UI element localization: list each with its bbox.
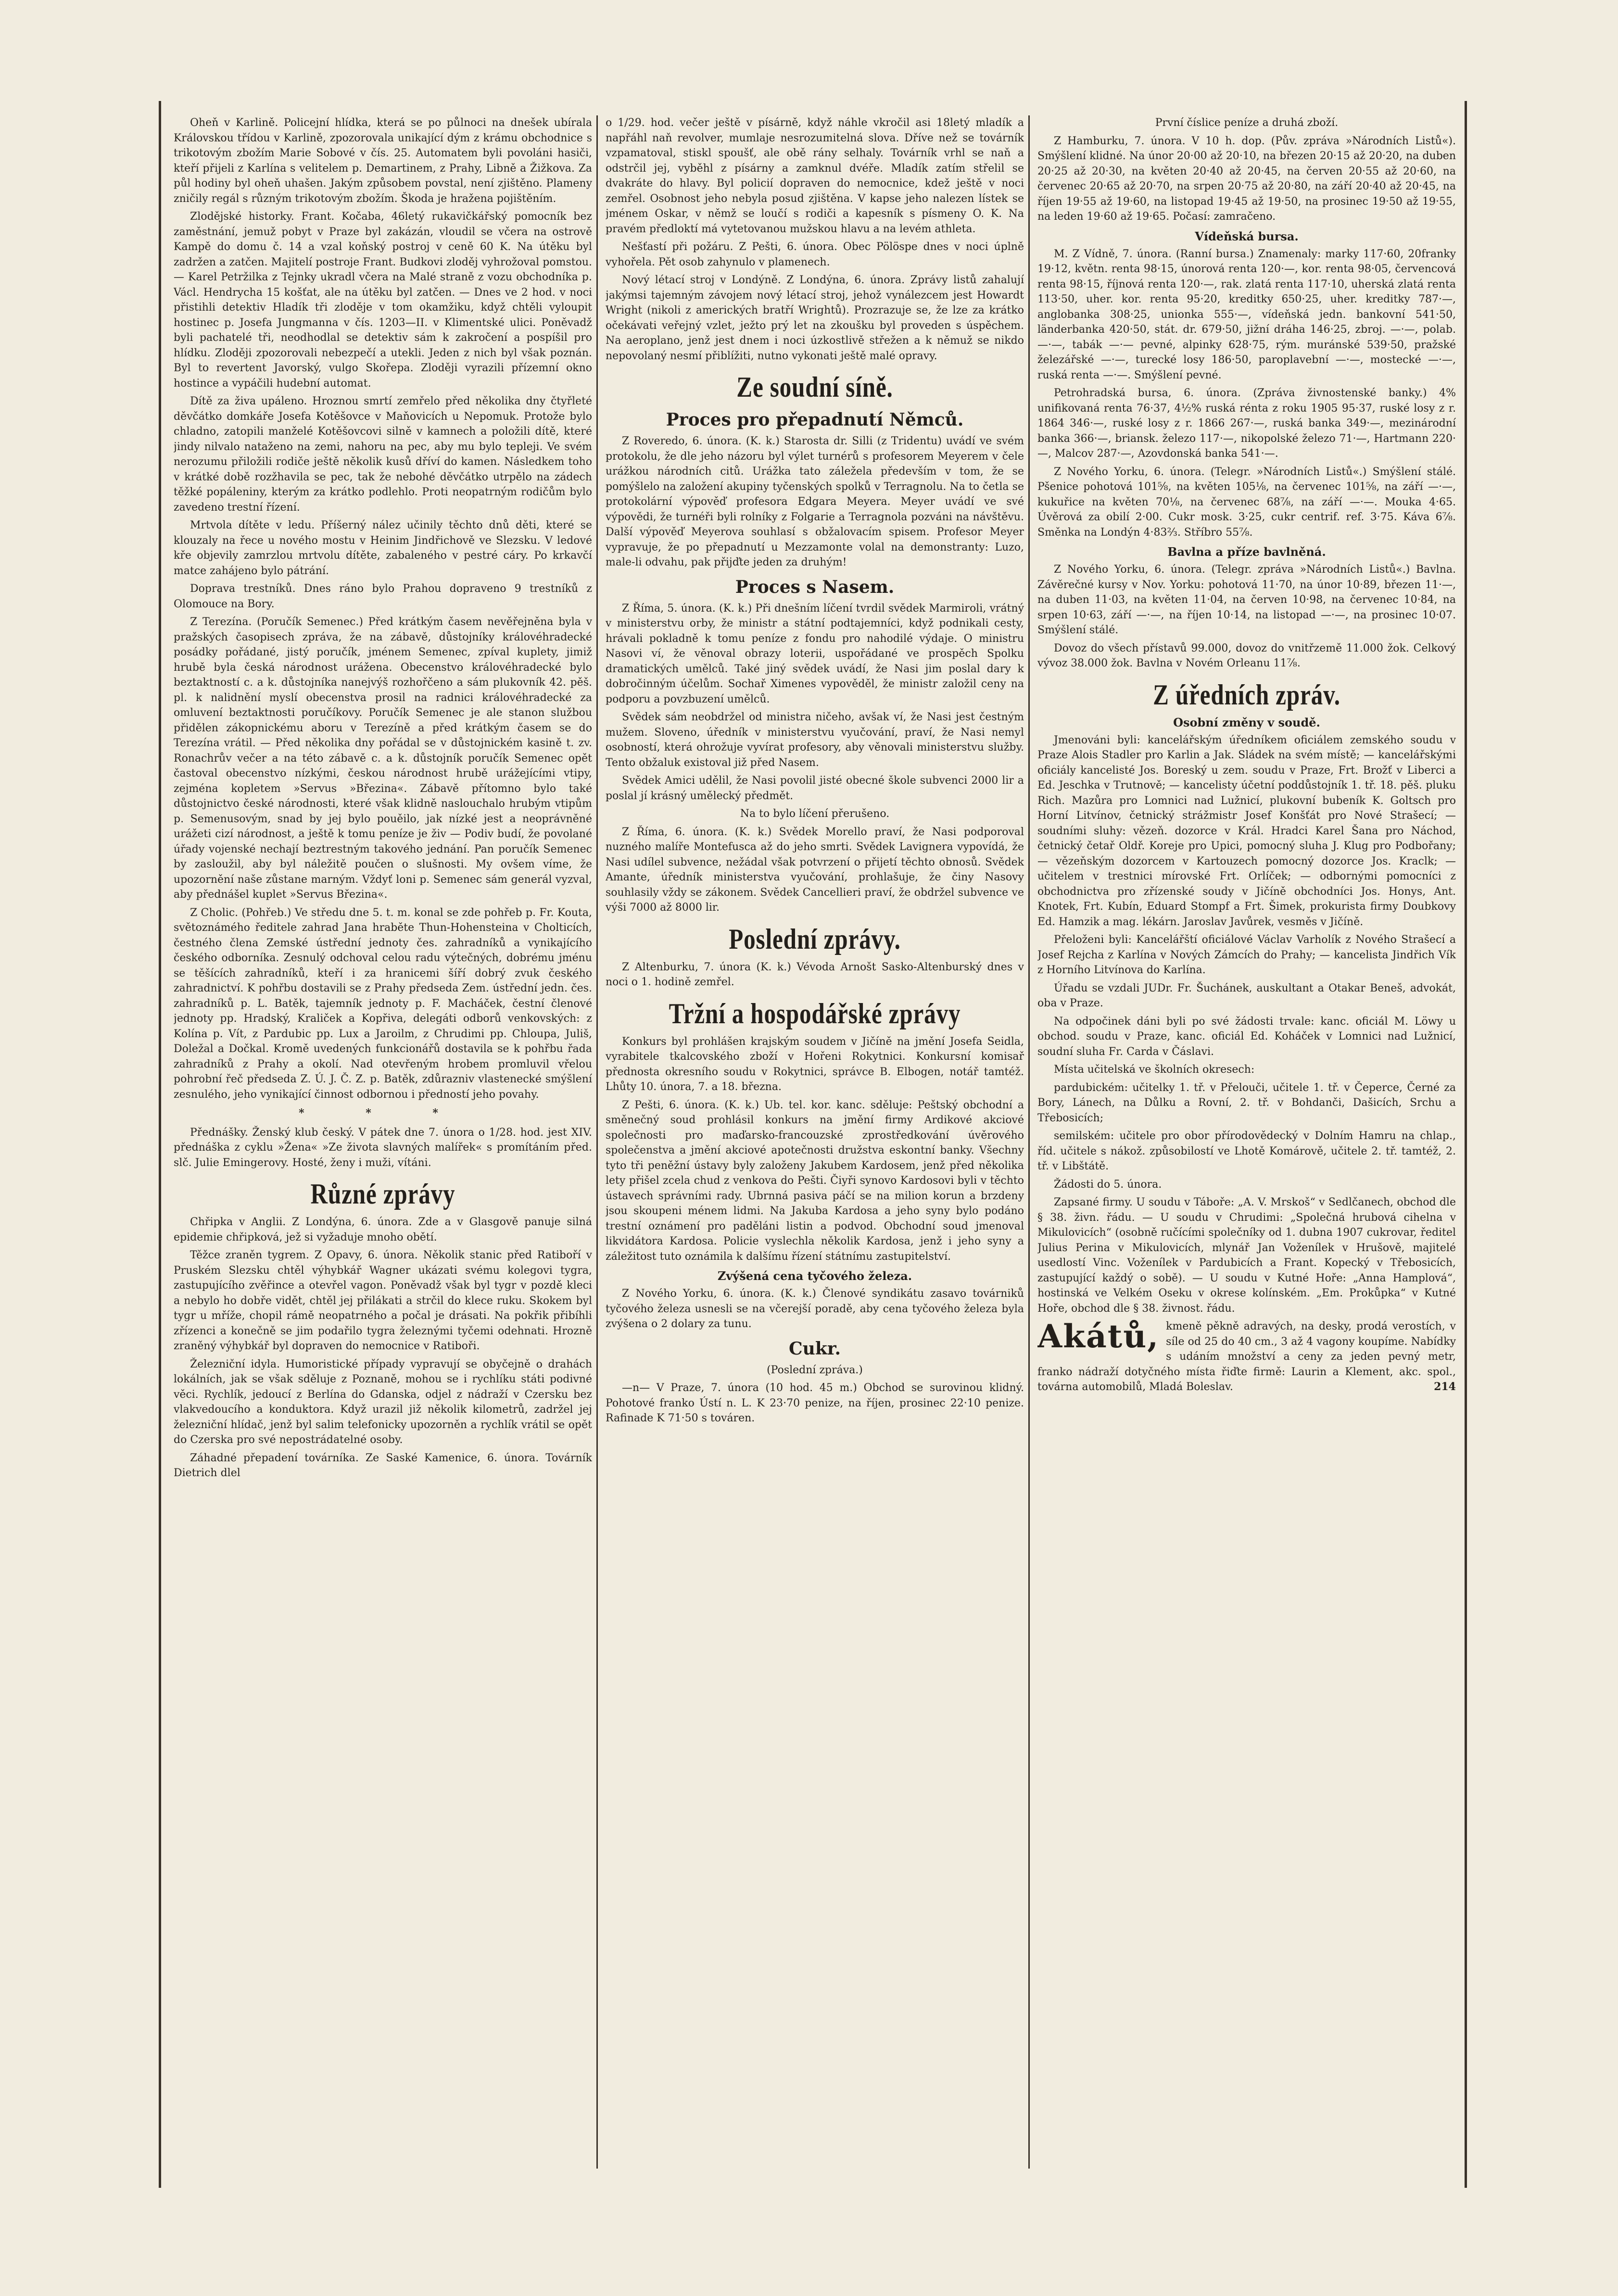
heading-iron-price: Zvýšená cena tyčového železa. (717, 1269, 912, 1283)
article-thieves: Zlodějské historky. Frant. Kočaba, 46letý rukavičkářský pomocník bez zaměstnání, jemuž pobyt v Praze byl zakázán, vloudil se včera na ostrově Kampě do domu č. 14 a vzal koňský postroj v ceně 60 K. Na útěku byl zadržen a zatčen. Majitelí postroje Frant. Budkovi zloděj vyhrožoval pomstou. — Karel Petržilka z Tejnky ukradl včera na Malé straně z vozu obchodníka p. Václ. Hendrycha 15 košťat, ale na útěku byl zatčen. — Dnes ve 2 hod. v noci přistihli detektiv Hladík tři zloděje v tom okamžiku, když chtěli vyloupit hostinec p. Josefa Jungmanna v čís. 1203—II. v Klimentské ulici. Poněvadž byli pachatelé tři, neodhodlal se detektiv sám k zakročení a pospíšil pro hlídku. Zloději zpozorovali nebezpečí a utekli. Jeden z nich byl však poznán. Byl to revertent Javorský, vulgo Skořepa. Zloději vyrazili přízemní okno hostince a vypáčili hudební automat. (174, 211, 592, 389)
article-bankruptcy: Konkurs byl prohlášen krajským soudem v Jičíně na jmění Josefa Seidla, vyrabitele tkalcovského zboží v Hořeni Rokytnici. Konkursní komisař přednosta okresního soudu v Rokytnici, správce B. Elbogen, notář tamtéž. Lhůty 10. února, 7. a 18. března. (606, 1035, 1024, 1093)
article-cotton-import: Dovoz do všech přístavů 99.000, dovoz do vnitřzemě 11.000 žok. Celkový vývoz 38.000 žok. Bavlna v Novém Orleanu 11⅞. (1037, 642, 1456, 669)
article-fire-karlin: Oheň v Karlině. Policejní hlídka, která se po půlnoci na dnešek ubírala Královskou třídou v Karlině, zpozorovala unikající dým z krámu obchodnice s trikotovým zbožím Marie Sobové v čís. 25. Automatem byli povoláni hasiči, kteří přijeli z Karlína s velitelem p. Demartinem, z Prahy, Libně a Žižkova. Za půl hodiny byl oheň uhašen. Jakým způsobem povstal, není zjištěno. Plameny zničily regál s různým trikotovým zbožím. Škoda je hražena pojištěním. (174, 117, 592, 205)
article-appointments: Jmenováni byli: kancelářským úředníkem oficiálem zemského soudu v Praze Alois Stadler pro Karlin a Jak. Sládek na svém místě; — kancelářskými oficiály kancelisté Jos. Boreský u zem. soudu v Praze, Frt. Brožť v Liberci a Ed. Jeschka v Trutnově; — kancelisty účetní poddůstojník 1. tř. 18. pěš. pluku Rich. Mazůra pro Lomnici nad Lužnicí, plukovní bubeník K. Goltsch pro Horní Litvínov, četnický strážmistr Josef Konšťát pro Nové Strašecí; — soudními sluhy: vězeň. dozorce v Král. Hradci Karel Šana pro Náchod, četnický četař Oldř. Koreje pro Upici, pomocný sluha J. Klug pro Podbořany; — vězeňským dozorcem v Kartouzech pomocný dozorce Jos. Kraclk; — učitelem v trestnici mírovské Frt. Orlíček; — odbornými pomocníci z obchodnictva pro zřízenské soudy v Jičíně obchodníci Jos. Honys, Ant. Knotek, Frt. Kubín, Eduard Stompf a Frt. Šimek, prokurista firmy Doubkovy Ed. Hamzik a mag. lékárn. Jaroslav Javůrek, vesměs v Jičíně. (1037, 734, 1456, 928)
article-new-york: Z Nového Yorku, 6. února. (Telegr. »Národních Listů«.) Smýšlení stálé. Pšenice pohotová 101⅝, na květen 105⅛, na červenec 101⅝, na září —·—, kukuřice na květen 70⅛, na červenec 68⅞, na září —·—. Mouka 4·65. Úvěrová za obilí 2·00. Cukr mosk. 3·25, cukr centrif. ref. 3·75. Káva 6⅞. Směnka na Londýn 4·83⅔. Stříbro 55⅞. (1037, 465, 1456, 539)
article-railway-idyll: Železniční idyla. Humoristické případy vypravují se obyčejně o drahách lokálních, jak se však sděluje z Poznaně, mohou se i rychlíku státi podivné věci. Rychlík, jedoucí z Berlína do Gdanska, odjel z nádraží v Czersku bez vlakvedoucího a konduktora. Když urazil již několik kilometrů, zadržel jej železniční hlídač, jenž byl salim telefonicky upozorněn a rychlík vrátil se opět do Czerska pro své nepostrádatelné osoby. (174, 1358, 592, 1446)
article-semily: semilském: učitele pro obor přírodovědecký v Dolním Hamru na chlap., říd. učitele s nákož. způsobilostí ve Lhotě Komárově, učitele 2. tř. tamtéž, 2. tř. v Libštátě. (1037, 1130, 1456, 1172)
ad-number: 214 (1434, 1380, 1456, 1393)
column-middle (606, 115, 1024, 2169)
article-flying-machine: Nový létací stroj v Londýně. Z Londýna, 6. února. Zprávy listů zahalují jakýmsi tajemným závojem nový létací stroj, jehož vynálezcem jest Howardt Wright (nikoli z amerických bratří Wrightů). Prozrazuje se, že lze za krátko očekávati veřejný vzlet, ježto prý let na zkoušku byl proveden s úspěchem. Na aeroplano, jenž jest dnem i noci úzkostlivě střežen a k němuž se nikdo nepovolaný nesmí přiblížiti, nutno vykonati ještě malé opravy. (606, 274, 1024, 362)
ad-text: kmeně pěkně adravých, na desky, prodá verostích, v síle od 25 do 40 cm., 3 až 4 vagony koupíme. Nabídky s udáním množství a ceny za jeden pevný metr, franko nádraží dotyčného místa řiďte firmě: Laurin a Klement, akc. spol., továrna automobilů, Mladá Boleslav. (1037, 1320, 1456, 1393)
heading-trial-germans: Proces pro přepadnutí Němců. (666, 410, 964, 430)
article-trial-nasi-2: Svědek sám neobdržel od ministra ničeho, avšak ví, že Nasi jest čestným mužem. Sloveno, úředník v ministerstvu vyučování, praví, že Nasi nemyl osobností, která ohrožuje vyvírat profesory, aby věnovali ministerstvu služby. Tento obžaluk existoval již před Nasem. (606, 711, 1024, 769)
article-trial-nasi-4: Na to bylo líčení přerušeno. (740, 808, 890, 820)
column-rule (1028, 115, 1030, 2169)
article-trial-nasi-3: Svědek Amici udělil, že Nasi povolil jisté obecné škole subvenci 2000 lir a poslal jí krásný umělecký předmět. (606, 775, 1024, 802)
article-child-burned: Dítě za živa upáleno. Hroznou smrtí zemřelo před několika dny čtyřleté děvčátko domkáře Josefa Kotěšovce v Maňovicích u Nepomuk. Protože bylo chladno, zatopili manželé Kotěšovcovi silně v kamnech a položili dítě, které jindy nilvalo nataženo na zemi, nahoru na pec, aby mu bylo tepleji. Ve svém nerozumu přiložili rodiče ještě několik kusů dříví do kamen. Následkem toho v krátké době rozžhavila se pec, tak že nebohé děvčátko utrpělo na zádech těžké popáleniny, kterým za krátko podlehlo. Proti neopatrným rodičům bylo zavedeno trestní řízení. (174, 395, 592, 514)
article-petersburg-bourse: Petrohradská bursa, 6. února. (Zpráva živnostenské banky.) 4% unifikovaná renta 76·37, 4½% ruská rénta z roku 1905 95·37, ruské losy z r. 1864 346·—, ruské losy z r. 1866 267·—, ruská banka 349·—, mezinárodní banka 366·—, briansk. železo 117·—, nikopolské železo 71·—, Hartmann 220·—, Malcov 287·—, Azovdonská banka 541·—. (1037, 387, 1456, 460)
article-terezin: Z Terezína. (Poručík Semenec.) Před krátkým časem nevěřejněna byla v pražských časopisech zpráva, že na zábavě, důstojníky královéhradecké posádky pořádané, jistý poručík, jménem Semenec, zpíval kuplety, jimiž hrubě byla česká národnost urážena. Obecenstvo královéhradecké bylo beztaktností c. a k. důstojníka nanejvýš rozhořčeno a sám plukovník 42. pěš. pl. k nalidnění myslí obecenstva prosil na radnici královéhradecké za omluvení beztaktnosti poručíkovy. Poručík Semenec je ale stanon službou přidělen zákopnickému aboru v Terezíně a před krátkým časem se do Terezína vrátil. — Před několika dny pořádal se v důstojnickém kasině t. zv. Ronachrův večer a na této zábavě c. a k. důstojník poručík Semenec opět častoval obecenstvo nízkými, českou národnost hrubě urážejícími vtipy, zejména kopletem »Servus »Březina«. Zábavě přítomno bylo také důstojnictvo české národnosti, které však klidně naslouchalo hrubým vtipům p. Semenusovým, snad by jej bylo pouěilo, jak nízké jest a neoprávněné urážeti cizí národnost, a ještě k tomu peníze je živ — Podiv budí, že povolané úřady vojenské nechají beztrestným takového jednání. Pan poručík Semenec by zasloužil, aby byl náležitě poučen o slušnosti. My ovšem víme, že upozornění naše zůstane marným. Vždyť loni p. Semenec sám generál vyzval, aby přednášel kuplet »Servus Březina«. (174, 616, 592, 901)
article-tiger: Těžce zraněn tygrem. Z Opavy, 6. února. Několik stanic před Ratiboří v Pruském Slezsku chtěl výhybkář Wagner ukázati svému kolegovi tygra, zastupujícího zvěřince a otevřel vagon. Poněvadž však byl tygr v pozdě kleci a nebylo ho dobře vidět, chtěl jej přilákati a strčil do klece ruku. Skokem byl tygr u mříže, chopil rámě neopatrného a počal je drásati. Na pokřik přibíhli zřízenci a konečně se jim podařilo tygra železnými tyčemi odehnati. Hrozně zraněný výhybkář byl dopraven do nemocnice v Ratiboři. (174, 1249, 592, 1352)
article-applications: Žádosti do 5. února. (1054, 1178, 1162, 1191)
article-transfers: Přeloženi byli: Kancelářští oficiálové Václav Varholík z Nového Strašecí a Josef Rejcha z Karlína v Nových Zámcích do Prahy; — kancelista Jindřich Vík z Horního Litvínova do Karlína. (1037, 934, 1456, 976)
article-cholice-funeral: Z Cholic. (Pohřeb.) Ve středu dne 5. t. m. konal se zde pohřeb p. Fr. Kouta, světoznámého ředitele zahrad Jana hraběte Thun-Hohensteina v Cholticích, čestného člena Zemské ústřední jednoty čes. zahradníků a vynikajícího českého odborníka. Zesnulý odchoval celou radu výtečných, dobrému jménu se těšících zahradníků, kteří i za hranicemi šíří dobrý zvuk českého zahradnictví. K pohřbu dostavili se z Prahy předseda Zem. ústřední jedn. čes. zahradníků p. L. Batěk, tajemník jednoty p. F. Macháček, čestní členové jednoty pp. Hradský, Kraliček a Kopřiva, delegáti odborů venkovských: z Kolína p. Vít, z Pardubic pp. Lux a Jaroilm, z Chrudimi pp. Chloupa, Juliš, Doležal a Dočkal. Kromě uvedených funkcionářů dostavila se k pohřbu řada zahradníků z Prahy a okolí. Nad otevřeným hrobem promluvil vřelou pohrobní řeč předseda Z. Ú. J. Č. Z. p. Batěk, zdůrazniv vlastenecké smýšlení zesnulého, jeho vynikající činnost odbornou i předností jeho povahy. (174, 906, 592, 1101)
article-trial-nasi-5: Z Říma, 6. února. (K. k.) Svědek Morello praví, že Nasi podporoval nuzného malíře Montefusca až do jeho smrti. Svědek Lavignera vypovídá, že Nasi udílel subvence, nežádal však potvrzení o přijetí těchto obnosů. Svědek Amante, úředník ministerstva vyučování, prohlašuje, že činy Nasovy souhlasily vždy se zákonem. Svědek Cancellieri praví, že obdržel subvence ve výši 7000 až 8000 lir. (606, 826, 1024, 914)
article-factory-owner: Záhadné přepadení továrníka. Ze Saské Kamenice, 6. února. Továrník Dietrich dlel (174, 1452, 592, 1479)
heading-trial-nasi: Proces s Nasem. (735, 577, 895, 597)
heading-latest-news: Poslední zprávy. (729, 923, 901, 955)
article-fire-pest: Nešťastí při požáru. Z Pešti, 6. února. Obec Pölöspe dnes v noci úplně vyhořela. Pět osob zahynulo v plamenech. (606, 241, 1024, 268)
article-flu-england: Chřipka v Anglii. Z Londýna, 6. února. Zde a v Glasgově panuje silná epidemie chřipková, jež si vyžaduje mnoho obětí. (174, 1216, 592, 1243)
article-retirements: Na odpočinek dáni byli po své žádosti trvale: kanc. oficiál M. Löwy u obchod. soudu v Praze, kanc. oficiál Ed. Koháček v Lomnici nad Lužnicí, soudní sluha Fr. Carda v Čáslavi. (1037, 1015, 1456, 1058)
heading-market-news: Tržní a hospodářské zprávy (669, 997, 961, 1029)
article-registered-firms: Zapsané firmy. U soudu v Táboře: „A. V. Mrskoš“ v Sedlčanech, obchod dle § 38. živn. řádu. — U soudu v Chrudimi: „Společná hrubová cihelna v Mikulovicích“ (osobně ručícími společníky od 1. dubna 1907 cukrovar, ředitel Julius Perina v Mikulovicích, mlynář Jan Voženílek v Hrušově, majitelé usedlostí Vinc. Voženílek v Pardubicích a Frant. Kopecký v Třebosicích, zastupující každý o sobě). — U soudu v Kutné Hoře: „Anna Hamplová“, hostinská ve Velkém Oseku v okrese kolínském. „Em. Prokůpka“ v Kutné Hoře, obchod dle § 38. živnost. řádu. (1037, 1196, 1456, 1315)
advertisement-acacia (1037, 1319, 1456, 1395)
newspaper-sheet (159, 101, 1467, 2188)
article-pest-banks: Z Pešti, 6. února. (K. k.) Ub. tel. kor. kanc. sděluje: Peštský obchodní a směnečný soud prohlásil konkurs na jmění firmy Ardikové akciové společnosti pro maďarsko-francouzské zprostředkování úvěrového společenstva a jmění akciové apotečnosti družstva eskontní banky. Všechny tyto tři peněžní ústavy byly založeny Jakubem Kardosem, jenž před několika lety přišel zcela chud z venkova do Pešti. Čiyři synovo Kardosovi byli v těchto ústavech správními rady. Ubrnná pasiva páčí se na milion korun a brzdeny jsou skoupeni ménem lidmi. Na Jakuba Kardosa a jeho syny bylo podáno trestní oznámení pro paděláni listin a podvod. Obchodní soud jmenoval likvidátora Kardosa. Policie vyslechla několik Kardosa, jenž i jeho syny a záležitost tuto oznámila k dalšímu řízení státnímu zastupitelství. (606, 1099, 1024, 1263)
article-hamburg: Z Hamburku, 7. února. V 10 h. dop. (Pův. zpráva »Národních Listů«). Smýšlení klidné. Na únor 20·00 až 20·10, na březen 20·15 až 20·20, na duben 20·25 až 20·30, na květen 20·40 až 20·45, na červen 20·55 až 20·60, na červenec 20·65 až 20·70, na srpen 20·75 až 20·80, na září 20·40 až 20·45, na říjen 19·55 až 19·60, na listopad 19·45 až 19·50, na prosinec 19·50 až 19·55, na leden 19·60 až 19·65. Počasí: zamračeno. (1037, 135, 1456, 223)
article-factory-owner-cont: o 1/29. hod. večer ještě v písárně, když náhle vkročil asi 18letý mladík a napřáhl naň revolver, mumlaje nesrozumitelná slova. Dříve než se továrník vzpamatoval, stiskl spoušť, ale obě rány selhaly. Továrník vrhl se naň a odstrčil jej, vyběhl z písárny a zamknul dvéře. Mladík zatím střelil se dvakráte do hlavy. Byl policií dopraven do nemocnice, kdež ještě v noci zemřel. Osobnost jeho nebyla posud zjištěna. V kapse jeho nalezen lístek se jménem Oskar, v němž se loučí s rodiči a kapesník s písmeny O. K. Na pravém předloktí má vytetovanou mužskou hlavu a na levém athleta. (606, 117, 1024, 235)
heading-official-news: Z úředních zpráv. (1153, 678, 1340, 711)
column-rule (596, 115, 598, 2169)
heading-cotton: Bavlna a příze bavlněná. (1167, 545, 1326, 559)
column-right (1037, 115, 1456, 2169)
article-teacher-posts: Místa učitelská ve školních okresech: (1054, 1064, 1255, 1076)
article-cotton-ny: Z Nového Yorku, 6. února. (Telegr. zpráva »Národních Listů«.) Bavlna. Závěrečné kursy v Nov. Yorku: pohotová 11·70, na únor 10·89, březen 11·—, na duben 11·03, na květen 11·04, na červen 10·98, na červenec 10·84, na srpen 10·63, září —·—, na říjen 10·14, na listopad —·—, na prosinec 10·07. Smýšlení stálé. (1037, 564, 1456, 636)
article-vienna-bourse: M. Z Vídně, 7. února. (Ranní bursa.) Znamenaly: marky 117·60, 20franky 19·12, květn. renta 98·15, únorová renta 120·—, kor. renta 98·05, červencová renta 98·15, říjnová renta 120·—, rak. zlatá renta 117·10, uherská zlatá renta 113·50, uher. kor. renta 95·20, kreditky 650·25, uher. kreditky 787·—, anglobanka 308·25, unionka 555·—, vídeňská jedn. bankovní 541·50, länderbanka 420·50, stát. dr. 679·50, jižní dráha 146·25, zbroj. —·—, polab. —·—, tabák —·— pevné, alpinky 628·75, rým. muránské 539·50, pražské železářské —·—, turecké losy 186·50, paroplavební —·—, mostecké —·—, ruská renta —·—. Smýšlení pevné. (1037, 248, 1456, 381)
price-note: První číslice peníze a druhá zboží. (1155, 117, 1339, 129)
heading-vienna-bourse: Vídeňská bursa. (1195, 229, 1299, 243)
article-resignations: Úřadu se vzdali JUDr. Fr. Šuchánek, auskultant a Otakar Beneš, advokát, oba v Praze. (1037, 982, 1456, 1009)
article-sugar-prague: —n— V Praze, 7. února (10 hod. 45 m.) Obchod se surovinou klidný. Pohotové franko Ústí n. L. K 23·70 penize, na říjen, prosinec 22·10 penize. Rafinade K 71·50 s továren. (606, 1382, 1024, 1424)
article-child-in-ice: Mrtvola dítěte v ledu. Příšerný nález učinily těchto dnů děti, které se klouzaly na řece u nového mostu v Heinim Jindřichově ve Slezsku. V ledové kře objevily zamrzlou mrtvolu dítěte, zabaleného v pestré cáry. Po krkavčí matce zahájeno bylo pátrání. (174, 519, 592, 577)
heading-personnel-changes: Osobní změny v soudě. (1173, 715, 1320, 729)
column-left (174, 115, 592, 2169)
section-separator: * * * (299, 1107, 467, 1119)
sugar-subheading: (Poslední zpráva.) (767, 1364, 863, 1376)
article-trial-germans: Z Roveredo, 6. února. (K. k.) Starosta dr. Silli (z Tridentu) uvádí ve svém protokolu, že dle jeho názoru byl výlet turnérů s profesorem Meyerem v čele urážkou národních citů. Urážka tato záležela především v tom, že se pomýšlelo na založení akupiny tyčenských spolků v Terragnolu. Na to četla se protokolární výpověď profesora Edgara Meyera. Meyer uvádí ve své výpovědi, že turnéři byli rolníky z Folgarie a Terragnola pozváni na návštěvu. Další výpověď Meyerova souhlasí s obžalovacím spisem. Profesor Meyer vypravuje, že po přepadnutí u Mezzamonte volal na demonstranty: Luzo, male-li odvahu, pak přijďte jeden za druhým! (606, 435, 1024, 568)
heading-sugar: Cukr. (789, 1338, 841, 1359)
article-convicts: Doprava trestníků. Dnes ráno bylo Prahou dopraveno 9 trestníků z Olomouce na Bory. (174, 583, 592, 610)
article-trial-nasi-1: Z Říma, 5. února. (K. k.) Při dnešním líčení tvrdil svědek Marmiroli, vrátný v ministerstvu orby, že ministr a státní podtajemníci, když podnikali cesty, hrávali pokladně k tomu peníze z fondu pro nahodilé výdaje. O ministru Nasovi ví, že věnoval obrazy loterii, uspořádané ve prospěch Spolku dramatických umělců. Také jiný svědek uvádí, že Nasi jim poslal dary k dobročinným účelům. Sochař Ximenes vypověděl, že ministr založil ceny na podporu a povzbuzení umělců. (606, 602, 1024, 705)
heading-court: Ze soudní síně. (736, 371, 893, 403)
ad-headline: Akátů, (1037, 1317, 1160, 1355)
article-iron-price: Z Nového Yorku, 6. února. (K. k.) Členové syndikátu zasavo továrniků tyčového železa usnesli se na včerejší poradě, aby cena tyčového železa byla zvýšena o 2 dolary za tunu. (606, 1288, 1024, 1330)
article-pardubice: pardubickém: učitelky 1. tř. v Přelouči, učitele 1. tř. v Čeperce, Černé za Bory, Lánech, na Důlku a Rovní, 2. tř. v Bohdanči, Dašicích, Srchu a Třebosicích; (1037, 1081, 1456, 1124)
article-lectures: Přednášky. Ženský klub český. V pátek dne 7. února o 1/28. hod. jest XIV. přednáška z cyklu »Žena« »Ze života slavných malířek« s promítáním před. slč. Julie Emingerovy. Hosté, ženy i muži, vítáni. (174, 1126, 592, 1169)
article-altenburg: Z Altenburku, 7. února (K. k.) Vévoda Arnošt Sasko-Altenburský dnes v noci o 1. hodině zemřel. (606, 961, 1024, 988)
heading-various-news: Různé zprávy (310, 1178, 455, 1210)
